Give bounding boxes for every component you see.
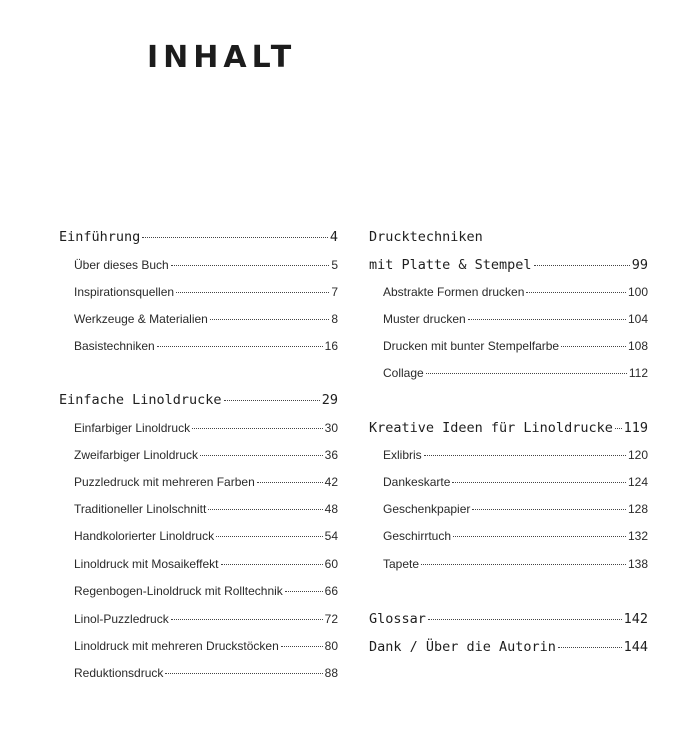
toc-item[interactable] (74, 312, 338, 326)
dot-leader (452, 482, 626, 483)
toc-page-number: 48 (324, 502, 338, 516)
toc-section-label: Kreative Ideen für Linoldrucke (369, 420, 613, 436)
dot-leader (285, 591, 323, 592)
toc-item-label: Traditioneller Linolschnitt (74, 502, 207, 516)
toc-section-label-line1: Drucktechniken (369, 229, 483, 245)
toc-page-number: 128 (627, 502, 648, 516)
dot-leader (200, 455, 323, 456)
toc-item-label: Reduktionsdruck (74, 666, 164, 680)
dot-leader (221, 564, 323, 565)
toc-item[interactable] (74, 529, 338, 543)
dot-leader (558, 647, 622, 648)
toc-page-number: 66 (324, 584, 338, 598)
toc-page-number: 60 (324, 557, 338, 571)
toc-section-kreative-ideen[interactable] (369, 420, 648, 436)
toc-item[interactable] (74, 285, 338, 299)
toc-item-label: Puzzledruck mit mehreren Farben (74, 475, 255, 489)
toc-item[interactable] (74, 612, 338, 626)
toc-item[interactable] (74, 584, 338, 598)
toc-item-label: Basistechniken (74, 339, 155, 353)
toc-item[interactable] (74, 421, 338, 435)
toc-section-label: Einführung (59, 229, 141, 245)
toc-item-label: Collage (383, 366, 424, 380)
dot-leader (426, 373, 627, 374)
toc-item-label: Geschirrtuch (383, 529, 452, 543)
toc-page-number: 72 (324, 612, 338, 626)
toc-page-number: 30 (324, 421, 338, 435)
toc-item-label: Zweifarbiger Linoldruck (74, 448, 199, 462)
toc-page-number: 4 (329, 229, 338, 245)
toc-page-number: 54 (324, 529, 338, 543)
toc-page-number: 104 (627, 312, 648, 326)
toc-item[interactable] (74, 502, 338, 516)
dot-leader (157, 346, 323, 347)
toc-item-label: Regenbogen-Linoldruck mit Rolltechnik (74, 584, 283, 598)
toc-item-label: Inspirationsquellen (74, 285, 175, 299)
toc-page-number: 42 (324, 475, 338, 489)
toc-section-label: Dank / Über die Autorin (369, 639, 556, 655)
toc-item-label: Linoldruck mit mehreren Druckstöcken (74, 639, 279, 653)
dot-leader (472, 509, 626, 510)
toc-item-label: Handkolorierter Linoldruck (74, 529, 215, 543)
dot-leader (165, 673, 322, 674)
dot-leader (534, 265, 630, 266)
toc-page-number: 124 (627, 475, 648, 489)
toc-page-number: 16 (324, 339, 338, 353)
toc-item[interactable] (383, 366, 648, 380)
toc-page-number: 36 (324, 448, 338, 462)
toc-item[interactable] (383, 448, 648, 462)
page-title: INHALT (147, 40, 297, 75)
dot-leader (526, 292, 626, 293)
toc-item-label: Tapete (383, 557, 420, 571)
toc-page-number: 112 (628, 366, 648, 380)
toc-page-number: 5 (331, 258, 338, 272)
toc-page-number: 138 (627, 557, 648, 571)
dot-leader (428, 619, 622, 620)
toc-item[interactable] (74, 448, 338, 462)
toc-page-number: 144 (623, 639, 648, 655)
dot-leader (421, 564, 626, 565)
toc-item-label: Muster drucken (383, 312, 466, 326)
toc-item-label: Linol-Puzzledruck (74, 612, 169, 626)
toc-section-drucktechniken[interactable] (369, 257, 648, 273)
toc-item[interactable] (74, 258, 338, 272)
dot-leader (257, 482, 323, 483)
toc-item[interactable] (383, 312, 648, 326)
dot-leader (561, 346, 626, 347)
dot-leader (192, 428, 323, 429)
toc-section-einfuehrung[interactable] (59, 229, 338, 245)
toc-page-number: 120 (627, 448, 648, 462)
dot-leader (453, 536, 626, 537)
toc-page-number: 99 (631, 257, 648, 273)
toc-item[interactable] (383, 529, 648, 543)
toc-item-label: Werkzeuge & Materialien (74, 312, 208, 326)
toc-section-dank[interactable] (369, 639, 648, 655)
toc-page-number: 132 (627, 529, 648, 543)
toc-page-number: 88 (324, 666, 338, 680)
toc-section-label: Glossar (369, 611, 426, 627)
dot-leader (171, 265, 330, 266)
toc-page-number: 119 (623, 420, 648, 436)
dot-leader (210, 319, 329, 320)
dot-leader (208, 509, 322, 510)
toc-item[interactable] (74, 666, 338, 680)
toc-item-label: Geschenkpapier (383, 502, 471, 516)
toc-item[interactable] (383, 475, 648, 489)
toc-item[interactable] (74, 475, 338, 489)
toc-item[interactable] (74, 557, 338, 571)
toc-page-number: 80 (324, 639, 338, 653)
dot-leader (176, 292, 329, 293)
toc-section-einfache-linoldrucke[interactable] (59, 392, 338, 408)
dot-leader (171, 619, 323, 620)
toc-item-label: Drucken mit bunter Stempelfarbe (383, 339, 560, 353)
toc-page-number: 8 (331, 312, 338, 326)
toc-item-label: Abstrakte Formen drucken (383, 285, 525, 299)
toc-item-label: Über dieses Buch (74, 258, 169, 272)
toc-section-label: Einfache Linoldrucke (59, 392, 222, 408)
dot-leader (615, 428, 622, 429)
dot-leader (281, 646, 323, 647)
toc-page-number: 142 (623, 611, 648, 627)
toc-item[interactable] (383, 502, 648, 516)
toc-item[interactable] (74, 639, 338, 653)
toc-item[interactable] (383, 557, 648, 571)
toc-item-label: Dankeskarte (383, 475, 451, 489)
dot-leader (142, 237, 328, 238)
dot-leader (424, 455, 626, 456)
toc-page-number: 29 (321, 392, 338, 408)
dot-leader (216, 536, 323, 537)
toc-item-label: Linoldruck mit Mosaikeffekt (74, 557, 219, 571)
toc-item-label: Exlibris (383, 448, 422, 462)
toc-page-number: 108 (627, 339, 648, 353)
dot-leader (468, 319, 626, 320)
toc-item[interactable] (383, 285, 648, 299)
toc-page-number: 100 (627, 285, 648, 299)
toc-item-label: Einfarbiger Linoldruck (74, 421, 191, 435)
toc-section-label: mit Platte & Stempel (369, 257, 532, 273)
toc-page-number: 7 (331, 285, 338, 299)
toc-item[interactable] (74, 339, 338, 353)
toc-item[interactable] (383, 339, 648, 353)
dot-leader (224, 400, 320, 401)
toc-section-glossar[interactable] (369, 611, 648, 627)
